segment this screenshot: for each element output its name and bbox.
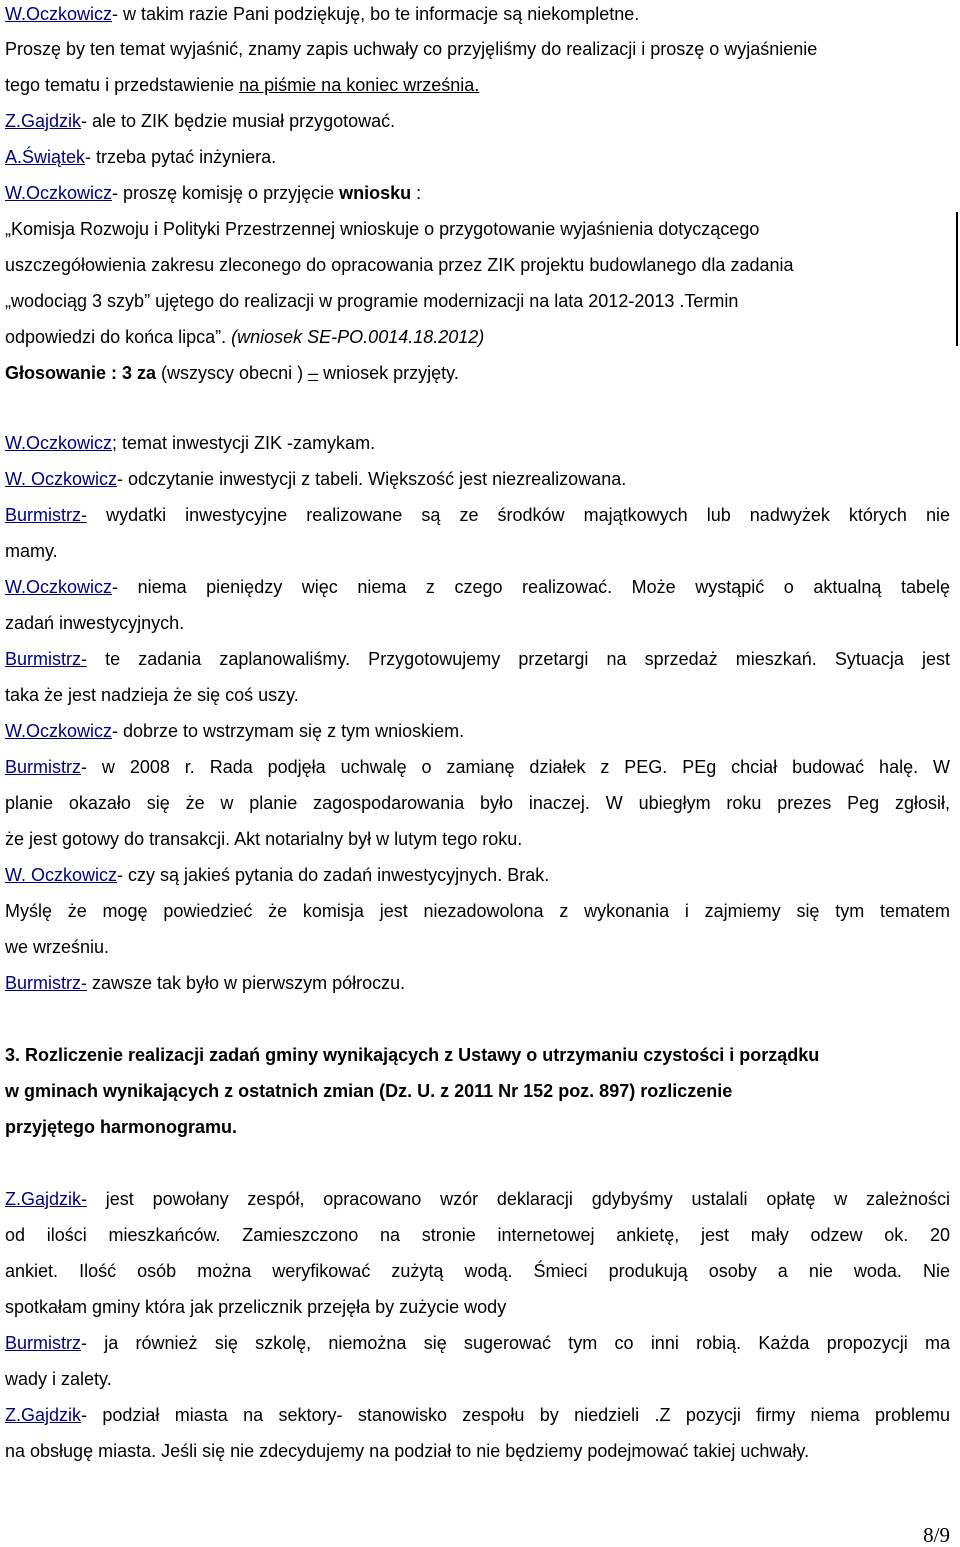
speaker-name: Burmistrz-	[5, 973, 87, 993]
speaker-name: Z.Gajdzik	[5, 111, 82, 131]
bold-text: przyjętego harmonogramu.	[5, 1117, 238, 1137]
text-segment: - niema pieniędzy więc niema z czego realizować. Może wystąpić o aktualną tabelę	[112, 577, 950, 597]
text-segment: - dobrze to wstrzymam się z tym wnioskiem.	[112, 721, 465, 741]
text-segment: ankiet. Ilość osób można weryfikować zużytą wodą. Śmieci produkują osoby a nie woda. Nie	[5, 1261, 950, 1281]
text-line	[5, 576, 950, 598]
speaker-name: Burmistrz-	[5, 649, 87, 669]
text-line	[5, 1224, 950, 1246]
text-segment: - czy są jakieś pytania do zadań inwestycyjnych. Brak.	[117, 865, 550, 885]
text-line	[5, 362, 459, 384]
text-line	[5, 792, 950, 814]
text-segment: ; temat inwestycji ZIK -zamykam.	[112, 433, 376, 453]
speaker-name: W.Oczkowicz	[5, 721, 113, 741]
text-line	[5, 1296, 506, 1318]
text-segment: „Komisja Rozwoju i Polityki Przestrzennej wnioskuje o przygotowanie wyjaśnienia dotyczącego	[5, 219, 760, 239]
text-segment: - w 2008 r. Rada podjęła uchwalę o zamianę działek z PEG. PEg chciał budować halę. W	[81, 757, 950, 777]
text-line	[5, 468, 626, 490]
text-line	[5, 936, 109, 958]
bold-text: wniosku	[339, 183, 412, 203]
change-bar	[956, 212, 958, 346]
text-segment: wniosek przyjęty.	[318, 363, 459, 383]
italic-text: (wniosek SE-PO.0014.18.2012)	[231, 327, 485, 347]
text-segment: taka że jest nadzieja że się coś uszy.	[5, 685, 299, 705]
text-segment: że jest gotowy do transakcji. Akt notarialny był w lutym tego roku.	[5, 829, 523, 849]
text-segment: - ale to ZIK będzie musiał przygotować.	[81, 111, 396, 131]
speaker-name: Z.Gajdzik-	[5, 1189, 88, 1209]
speaker-name: W.Oczkowicz	[5, 4, 113, 24]
speaker-name: W. Oczkowicz	[5, 469, 118, 489]
text-line	[5, 110, 395, 132]
text-segment: we wrześniu.	[5, 937, 110, 957]
text-segment: wydatki inwestycyjne realizowane są ze środków majątkowych lub nadwyżek których nie	[87, 505, 950, 525]
text-line	[5, 648, 950, 670]
page-number: 8/9	[923, 1523, 950, 1547]
text-line	[5, 38, 817, 60]
text-line	[5, 756, 950, 778]
text-segment: - trzeba pytać inżyniera.	[85, 147, 277, 167]
bold-text: Głosowanie : 3 za	[5, 363, 157, 383]
text-line	[5, 290, 738, 312]
text-line	[5, 1116, 237, 1138]
text-segment: tego tematu i przedstawienie	[5, 75, 240, 95]
text-segment: wady i zalety.	[5, 1369, 112, 1389]
text-segment: „wodociąg 3 szyb” ujętego do realizacji w programie modernizacji na lata 2012-2013 .Termin	[5, 291, 739, 311]
text-line	[5, 504, 950, 526]
text-segment: Proszę by ten temat wyjaśnić, znamy zapis uchwały co przyjęliśmy do realizacji i proszę o wyjaśnienie	[5, 39, 818, 59]
text-line	[5, 1440, 809, 1462]
text-line	[5, 326, 484, 348]
speaker-name: Burmistrz	[5, 757, 81, 777]
text-line	[5, 684, 299, 706]
text-line	[5, 720, 464, 742]
text-line	[5, 1368, 112, 1390]
text-segment: uszczegółowienia zakresu zleconego do opracowania przez ZIK projektu budowlanego dla zadania	[5, 255, 794, 275]
text-segment: - odczytanie inwestycji z tabeli. Większość jest niezrealizowana.	[117, 469, 627, 489]
text-segment: zawsze tak było w pierwszym półroczu.	[87, 973, 406, 993]
text-segment: Myślę że mogę powiedzieć że komisja jest niezadowolona z wykonania i zajmiemy się tym tematem	[5, 901, 950, 921]
speaker-name: W.Oczkowicz	[5, 577, 113, 597]
text-segment: - ja również się szkolę, niemożna się sugerować tym co inni robią. Każda propozycji ma	[81, 1333, 950, 1353]
text-segment: zadań inwestycyjnych.	[5, 613, 185, 633]
text-line	[5, 146, 276, 168]
text-segment: spotkałam gminy która jak przelicznik przejęła by zużycie wody	[5, 1297, 507, 1317]
speaker-name: W.Oczkowicz	[5, 183, 113, 203]
speaker-name: Burmistrz-	[5, 505, 87, 525]
text-line	[5, 540, 58, 562]
text-line	[5, 972, 405, 994]
text-line	[5, 432, 375, 454]
text-segment: - proszę komisję o przyjęcie	[112, 183, 340, 203]
text-line	[5, 1188, 950, 1210]
text-segment: te zadania zaplanowaliśmy. Przygotowujemy przetargi na sprzedaż mieszkań. Sytuacja jest	[87, 649, 950, 669]
speaker-name: A.Świątek	[5, 147, 86, 167]
text-line	[5, 828, 522, 850]
text-segment: - podział miasta na sektory- stanowisko zespołu by niedzieli .Z pozycji firmy niema problemu	[81, 1405, 950, 1425]
speaker-name: Z.Gajdzik	[5, 1405, 82, 1425]
speaker-name: W.Oczkowicz	[5, 433, 113, 453]
bold-text: w gminach wynikających z ostatnich zmian (Dz. U. z 2011 Nr 152 poz. 897) rozliczenie	[5, 1081, 733, 1101]
bold-text: 3. Rozliczenie realizacji zadań gminy wynikających z Ustawy o utrzymaniu czystości i porządku	[5, 1045, 820, 1065]
text-line	[5, 3, 639, 25]
text-segment: od ilości mieszkańców. Zamieszczono na stronie internetowej ankietę, jest mały odzew ok. 20	[5, 1225, 950, 1245]
text-line	[5, 218, 759, 240]
text-line	[5, 1332, 950, 1354]
text-segment: planie okazało się że w planie zagospodarowania było inaczej. W ubiegłym roku prezes Peg zgłosił,	[5, 793, 950, 813]
text-segment: jest powołany zespół, opracowano wzór deklaracji gdybyśmy ustalali opłatę w zależności	[87, 1189, 950, 1209]
text-line	[5, 1080, 732, 1102]
speaker-name: W. Oczkowicz	[5, 865, 118, 885]
underlined-text: na piśmie na koniec września.	[239, 75, 480, 95]
text-line	[5, 1260, 950, 1282]
text-segment: - w takim razie Pani podziękuję, bo te informacje są niekompletne.	[112, 4, 640, 24]
text-segment: odpowiedzi do końca lipca”.	[5, 327, 232, 347]
text-line	[5, 1044, 819, 1066]
text-segment: mamy.	[5, 541, 58, 561]
underlined-text: –	[308, 363, 319, 383]
text-line	[5, 612, 184, 634]
text-line	[5, 864, 549, 886]
text-line	[5, 1404, 950, 1426]
text-line	[5, 900, 950, 922]
text-segment: :	[411, 183, 422, 203]
text-segment: (wszyscy obecni )	[156, 363, 309, 383]
speaker-name: Burmistrz	[5, 1333, 81, 1353]
text-line	[5, 182, 421, 204]
text-line	[5, 254, 794, 276]
text-line	[5, 74, 479, 96]
text-segment: na obsługę miasta. Jeśli się nie zdecydujemy na podział to nie będziemy podejmować takiej uchwały.	[5, 1441, 810, 1461]
